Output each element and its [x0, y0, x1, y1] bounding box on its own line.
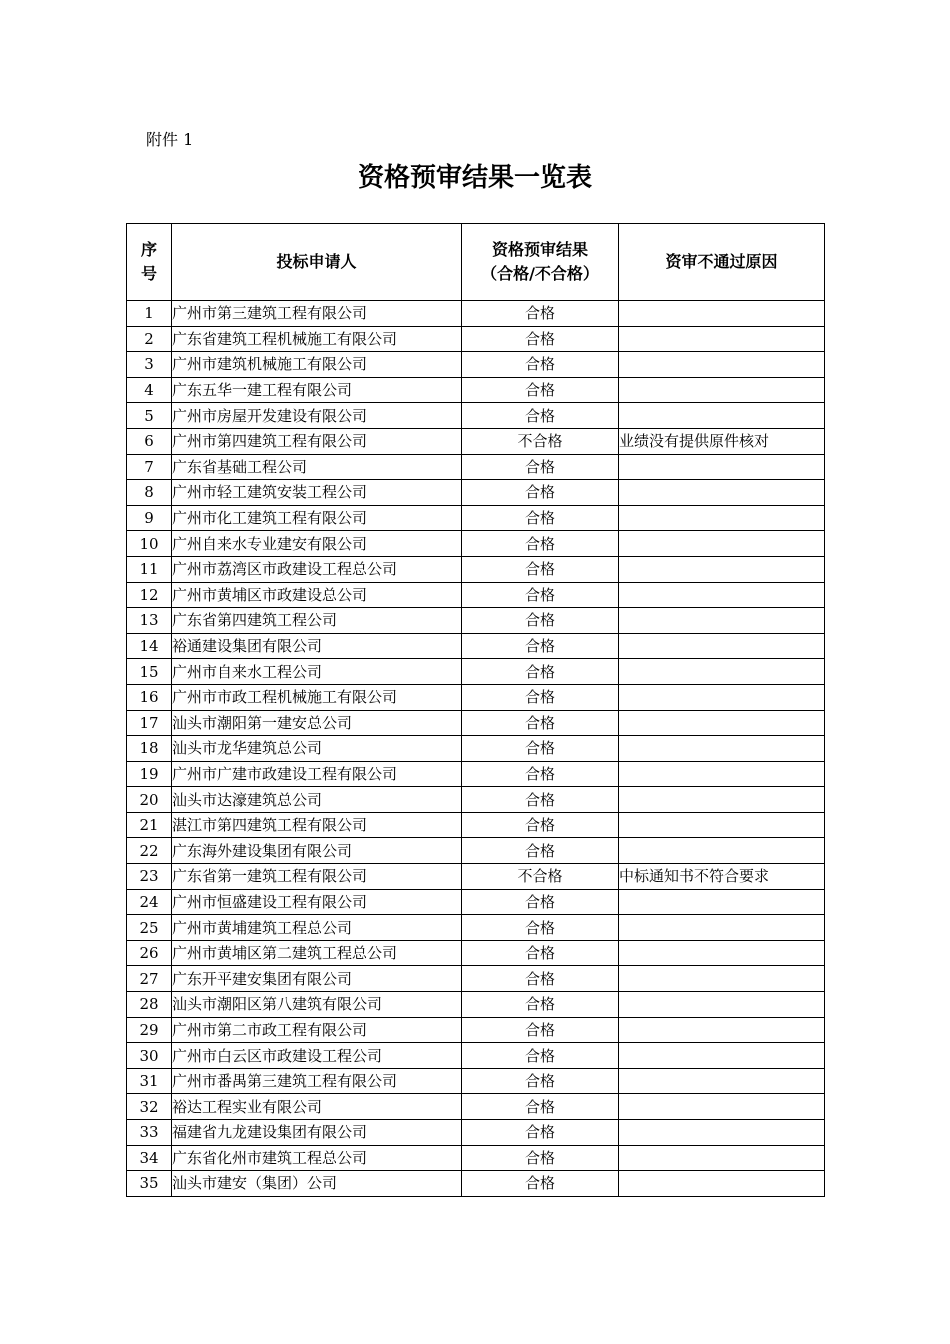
table-row	[127, 454, 825, 480]
fail-reason	[619, 812, 825, 838]
applicant-name: 广州市黄埔区市政建设总公司	[172, 582, 462, 608]
applicant-name: 湛江市第四建筑工程有限公司	[172, 812, 462, 838]
fail-reason	[619, 608, 825, 634]
row-number: 24	[127, 889, 172, 915]
table-row	[127, 736, 825, 762]
fail-reason	[619, 531, 825, 557]
row-number: 15	[127, 659, 172, 685]
prequal-result: 合格	[462, 1171, 619, 1197]
applicant-name: 广州市建筑机械施工有限公司	[172, 352, 462, 378]
document-title: 资格预审结果一览表	[357, 163, 592, 193]
prequal-result: 合格	[462, 1068, 619, 1094]
applicant-name: 广东省建筑工程机械施工有限公司	[172, 326, 462, 352]
applicant-name: 广州市广建市政建设工程有限公司	[172, 761, 462, 787]
table-row	[127, 505, 825, 531]
prequal-result: 合格	[462, 659, 619, 685]
prequal-result: 合格	[462, 326, 619, 352]
applicant-name: 广州市自来水工程公司	[172, 659, 462, 685]
header-no: 序号	[127, 224, 172, 301]
fail-reason	[619, 480, 825, 506]
prequal-result: 合格	[462, 812, 619, 838]
row-number: 16	[127, 684, 172, 710]
table-body	[127, 301, 825, 1197]
fail-reason	[619, 659, 825, 685]
row-number: 6	[127, 428, 172, 454]
row-number: 11	[127, 556, 172, 582]
applicant-name: 裕达工程实业有限公司	[172, 1094, 462, 1120]
applicant-name: 广州市房屋开发建设有限公司	[172, 403, 462, 429]
table-row	[127, 838, 825, 864]
fail-reason	[619, 352, 825, 378]
row-number: 18	[127, 736, 172, 762]
fail-reason: 中标通知书不符合要求	[619, 864, 825, 890]
prequal-result: 合格	[462, 301, 619, 327]
applicant-name: 汕头市潮阳第一建安总公司	[172, 710, 462, 736]
table-row	[127, 403, 825, 429]
row-number: 31	[127, 1068, 172, 1094]
fail-reason	[619, 684, 825, 710]
prequal-result: 合格	[462, 787, 619, 813]
prequal-result: 合格	[462, 403, 619, 429]
prequal-result: 合格	[462, 1120, 619, 1146]
table-row	[127, 326, 825, 352]
table-row	[127, 812, 825, 838]
fail-reason	[619, 1120, 825, 1146]
attachment-label: 附件 1	[146, 130, 194, 149]
applicant-name: 汕头市龙华建筑总公司	[172, 736, 462, 762]
table-row	[127, 428, 825, 454]
table-row	[127, 915, 825, 941]
applicant-name: 广州市轻工建筑安装工程公司	[172, 480, 462, 506]
table-row	[127, 1120, 825, 1146]
applicant-name: 广东省化州市建筑工程总公司	[172, 1145, 462, 1171]
prequal-result: 合格	[462, 966, 619, 992]
prequal-result: 合格	[462, 505, 619, 531]
prequal-result: 合格	[462, 582, 619, 608]
fail-reason	[619, 1017, 825, 1043]
table-row	[127, 556, 825, 582]
row-number: 34	[127, 1145, 172, 1171]
applicant-name: 广东省第四建筑工程公司	[172, 608, 462, 634]
row-number: 35	[127, 1171, 172, 1197]
table-row	[127, 377, 825, 403]
fail-reason	[619, 1145, 825, 1171]
table-row	[127, 966, 825, 992]
prequal-result: 合格	[462, 1094, 619, 1120]
fail-reason: 业绩没有提供原件核对	[619, 428, 825, 454]
prequal-result: 不合格	[462, 428, 619, 454]
prequal-result: 合格	[462, 710, 619, 736]
prequal-result: 合格	[462, 480, 619, 506]
table-row	[127, 710, 825, 736]
applicant-name: 广州市白云区市政建设工程公司	[172, 1043, 462, 1069]
prequal-result: 合格	[462, 684, 619, 710]
prequal-result: 合格	[462, 454, 619, 480]
table-row	[127, 1017, 825, 1043]
row-number: 32	[127, 1094, 172, 1120]
fail-reason	[619, 992, 825, 1018]
row-number: 22	[127, 838, 172, 864]
prequal-result: 合格	[462, 1017, 619, 1043]
prequal-result: 合格	[462, 352, 619, 378]
fail-reason	[619, 940, 825, 966]
row-number: 19	[127, 761, 172, 787]
fail-reason	[619, 326, 825, 352]
applicant-name: 广州市第三建筑工程有限公司	[172, 301, 462, 327]
fail-reason	[619, 505, 825, 531]
fail-reason	[619, 377, 825, 403]
table-row	[127, 1171, 825, 1197]
table-row	[127, 761, 825, 787]
applicant-name: 广州自来水专业建安有限公司	[172, 531, 462, 557]
header-applicant: 投标申请人	[172, 224, 462, 301]
table-row	[127, 480, 825, 506]
row-number: 28	[127, 992, 172, 1018]
prequal-result: 合格	[462, 633, 619, 659]
fail-reason	[619, 966, 825, 992]
table-row	[127, 787, 825, 813]
fail-reason	[619, 1068, 825, 1094]
fail-reason	[619, 1094, 825, 1120]
applicant-name: 广州市黄埔建筑工程总公司	[172, 915, 462, 941]
table-row	[127, 352, 825, 378]
table-row	[127, 1068, 825, 1094]
table-row	[127, 531, 825, 557]
row-number: 7	[127, 454, 172, 480]
row-number: 30	[127, 1043, 172, 1069]
fail-reason	[619, 1043, 825, 1069]
fail-reason	[619, 710, 825, 736]
row-number: 23	[127, 864, 172, 890]
row-number: 20	[127, 787, 172, 813]
row-number: 17	[127, 710, 172, 736]
prequal-result: 合格	[462, 608, 619, 634]
table-row	[127, 633, 825, 659]
row-number: 13	[127, 608, 172, 634]
fail-reason	[619, 403, 825, 429]
applicant-name: 广州市荔湾区市政建设工程总公司	[172, 556, 462, 582]
applicant-name: 广州市化工建筑工程有限公司	[172, 505, 462, 531]
fail-reason	[619, 633, 825, 659]
table-row	[127, 992, 825, 1018]
applicant-name: 汕头市潮阳区第八建筑有限公司	[172, 992, 462, 1018]
row-number: 2	[127, 326, 172, 352]
table-row	[127, 889, 825, 915]
row-number: 1	[127, 301, 172, 327]
table-row	[127, 684, 825, 710]
row-number: 5	[127, 403, 172, 429]
fail-reason	[619, 1171, 825, 1197]
applicant-name: 广州市市政工程机械施工有限公司	[172, 684, 462, 710]
table-row	[127, 1094, 825, 1120]
row-number: 21	[127, 812, 172, 838]
fail-reason	[619, 582, 825, 608]
applicant-name: 广州市恒盛建设工程有限公司	[172, 889, 462, 915]
prequal-result: 合格	[462, 761, 619, 787]
applicant-name: 广东海外建设集团有限公司	[172, 838, 462, 864]
header-row	[127, 224, 825, 301]
applicant-name: 广东省第一建筑工程有限公司	[172, 864, 462, 890]
row-number: 27	[127, 966, 172, 992]
table-row	[127, 659, 825, 685]
applicant-name: 汕头市建安（集团）公司	[172, 1171, 462, 1197]
prequal-result: 不合格	[462, 864, 619, 890]
prequal-result: 合格	[462, 556, 619, 582]
fail-reason	[619, 454, 825, 480]
prequal-result: 合格	[462, 377, 619, 403]
fail-reason	[619, 915, 825, 941]
prequal-result: 合格	[462, 736, 619, 762]
row-number: 8	[127, 480, 172, 506]
row-number: 33	[127, 1120, 172, 1146]
table-row	[127, 582, 825, 608]
row-number: 9	[127, 505, 172, 531]
fail-reason	[619, 787, 825, 813]
row-number: 3	[127, 352, 172, 378]
applicant-name: 汕头市达濠建筑总公司	[172, 787, 462, 813]
prequal-result: 合格	[462, 531, 619, 557]
row-number: 25	[127, 915, 172, 941]
applicant-name: 广州市黄埔区第二建筑工程总公司	[172, 940, 462, 966]
fail-reason	[619, 556, 825, 582]
applicant-name: 广州市第二市政工程有限公司	[172, 1017, 462, 1043]
row-number: 4	[127, 377, 172, 403]
prequal-result: 合格	[462, 1145, 619, 1171]
applicant-name: 广东开平建安集团有限公司	[172, 966, 462, 992]
applicant-name: 福建省九龙建设集团有限公司	[172, 1120, 462, 1146]
fail-reason	[619, 889, 825, 915]
row-number: 29	[127, 1017, 172, 1043]
prequal-result: 合格	[462, 889, 619, 915]
header-reason: 资审不通过原因	[619, 224, 825, 301]
table-row	[127, 301, 825, 327]
results-table	[126, 223, 825, 1197]
prequal-result: 合格	[462, 992, 619, 1018]
fail-reason	[619, 301, 825, 327]
table-row	[127, 608, 825, 634]
prequal-result: 合格	[462, 915, 619, 941]
row-number: 12	[127, 582, 172, 608]
applicant-name: 裕通建设集团有限公司	[172, 633, 462, 659]
fail-reason	[619, 761, 825, 787]
row-number: 26	[127, 940, 172, 966]
header-result: 资格预审结果（合格/不合格）	[462, 224, 619, 301]
table-row	[127, 864, 825, 890]
table-row	[127, 1043, 825, 1069]
table-row	[127, 1145, 825, 1171]
applicant-name: 广东省基础工程公司	[172, 454, 462, 480]
applicant-name: 广州市第四建筑工程有限公司	[172, 428, 462, 454]
applicant-name: 广东五华一建工程有限公司	[172, 377, 462, 403]
applicant-name: 广州市番禺第三建筑工程有限公司	[172, 1068, 462, 1094]
table-row	[127, 940, 825, 966]
prequal-result: 合格	[462, 838, 619, 864]
prequal-result: 合格	[462, 1043, 619, 1069]
prequal-result: 合格	[462, 940, 619, 966]
row-number: 10	[127, 531, 172, 557]
fail-reason	[619, 838, 825, 864]
fail-reason	[619, 736, 825, 762]
row-number: 14	[127, 633, 172, 659]
